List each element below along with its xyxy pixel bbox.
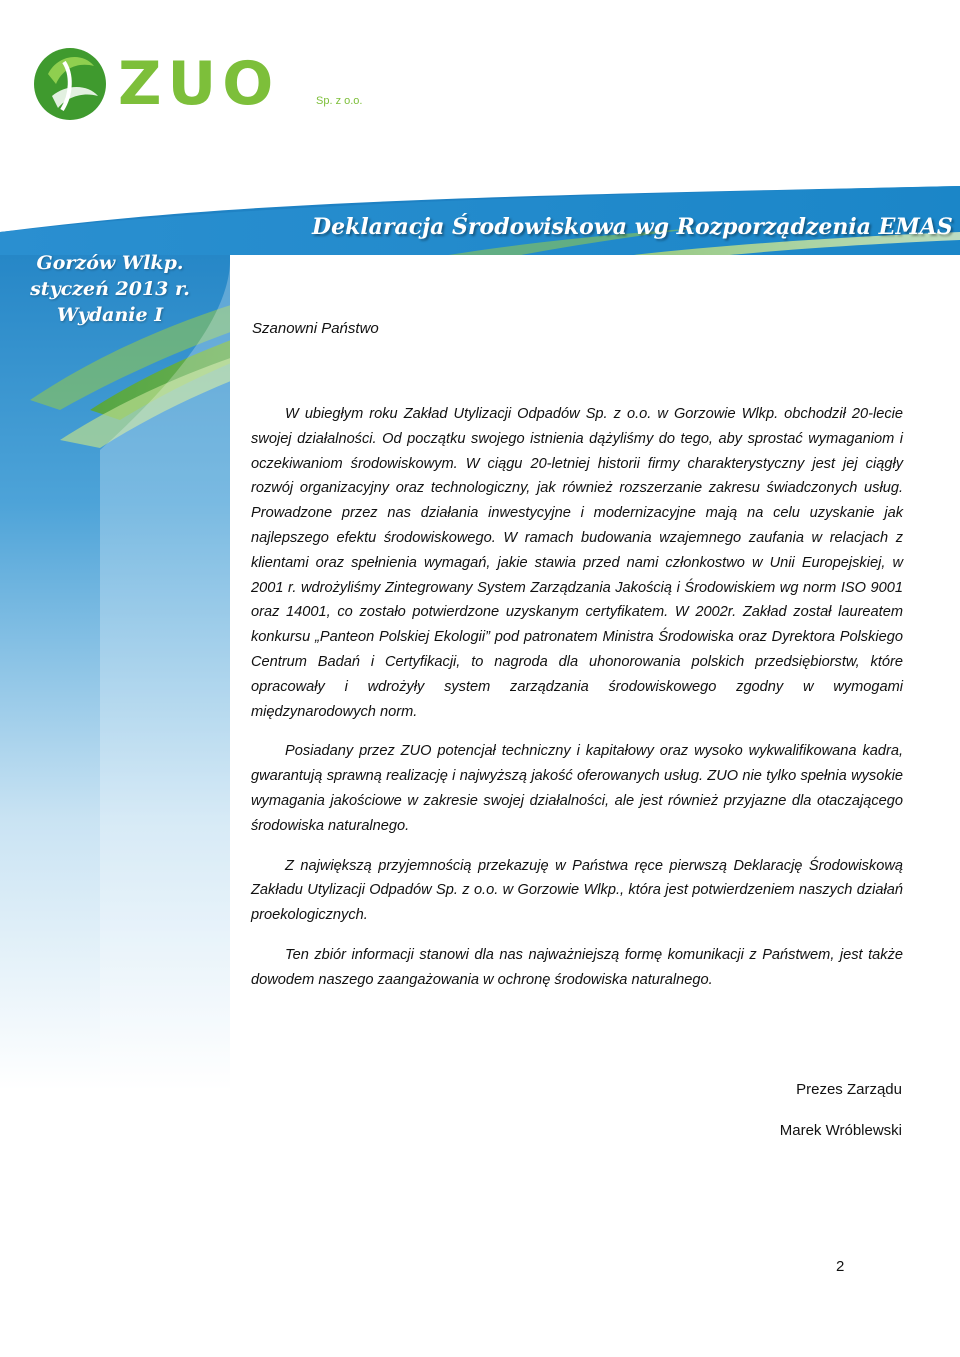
paragraph: W ubiegłym roku Zakład Utylizacji Odpadów Sp. z o.o. w Gorzowie Wlkp. obchodził 20-lecie swojej działalności. Od początku swojego istnienia dążyliśmy do tego, aby sprostać wymaganiom i oczekiwaniom środowiskowym. W ciągu 20-letniej historii firmy charakterystyczny jest jej ciągły rozwój organizacyjny oraz technologiczny, jak również rozszerzanie zakresu świadczonych usług. Prowadzone przez nas działania inwestycyjne i modernizacyjne mają na celu uzyskanie jak najlepszego efektu środowiskowego. W ramach budowania wzajemnego zaufania w relacjach z klientami oraz spełnienia wymagań, jakie stawia przed nami członkostwo w Unii Europejskiej, w 2001 r. wdrożyliśmy Zintegrowany System Zarządzania Jakością i Środowiskiem wg norm ISO 9001 oraz 14001, co zostało potwierdzone uzyskanym certyfikatem. W 2002r. Zakład został laureatem konkursu „Panteon Polskiej Ekologii” pod patronatem Ministra Środowiska oraz Dyrektora Polskiego Centrum Badań i Certyfikacji, to nagroda dla uhonorowania polskich przedsiębiorstw, które opracowały i wdrożyły system zarządzania środowiskowego zgodny w wymogami międzynarodowych norm.	[251, 406, 903, 720]
signature-name: Marek Wróblewski	[779, 1122, 902, 1139]
logo-company-suffix: Sp. z o.o.	[316, 95, 363, 107]
paragraph: Ten zbiór informacji stanowi dla nas najważniejszą formę komunikacji z Państwem, jest także dowodem naszego zaangażowania w ochronę środowiska naturalnego.	[251, 946, 903, 988]
paragraph: Z największą przyjemnością przekazuję w Państwa ręce pierwszą Deklarację Środowiskową Zakładu Utylizacji Odpadów Sp. z o.o. w Gorzowie Wlkp., która jest potwierdzeniem naszych działań proekologicznych.	[251, 857, 903, 924]
date-label: styczeń 2013 r.	[30, 278, 190, 300]
document-meta	[20, 250, 200, 328]
document-title: Deklaracja Środowiskowa wg Rozporządzenia EMAS	[312, 214, 953, 240]
logo-wordmark: ZUO	[118, 49, 280, 119]
signature-title: Prezes Zarządu	[796, 1081, 902, 1098]
letter-greeting: Szanowni Państwo	[252, 320, 379, 337]
edition-label: Wydanie I	[56, 304, 164, 326]
page-number: 2	[836, 1258, 845, 1275]
city-label: Gorzów Wlkp.	[36, 252, 184, 274]
letter-body	[251, 402, 903, 1008]
paragraph: Posiadany przez ZUO potencjał techniczny i kapitałowy oraz wysoko wykwalifikowana kadra, gwarantują sprawną realizację i najwyższą jakość oferowanych usług. ZUO nie tylko spełnia wysokie wymagania jakościowe w zakresie swojej działalności, ale jest również przyjazne dla otaczającego środowiska naturalnego.	[251, 743, 903, 834]
